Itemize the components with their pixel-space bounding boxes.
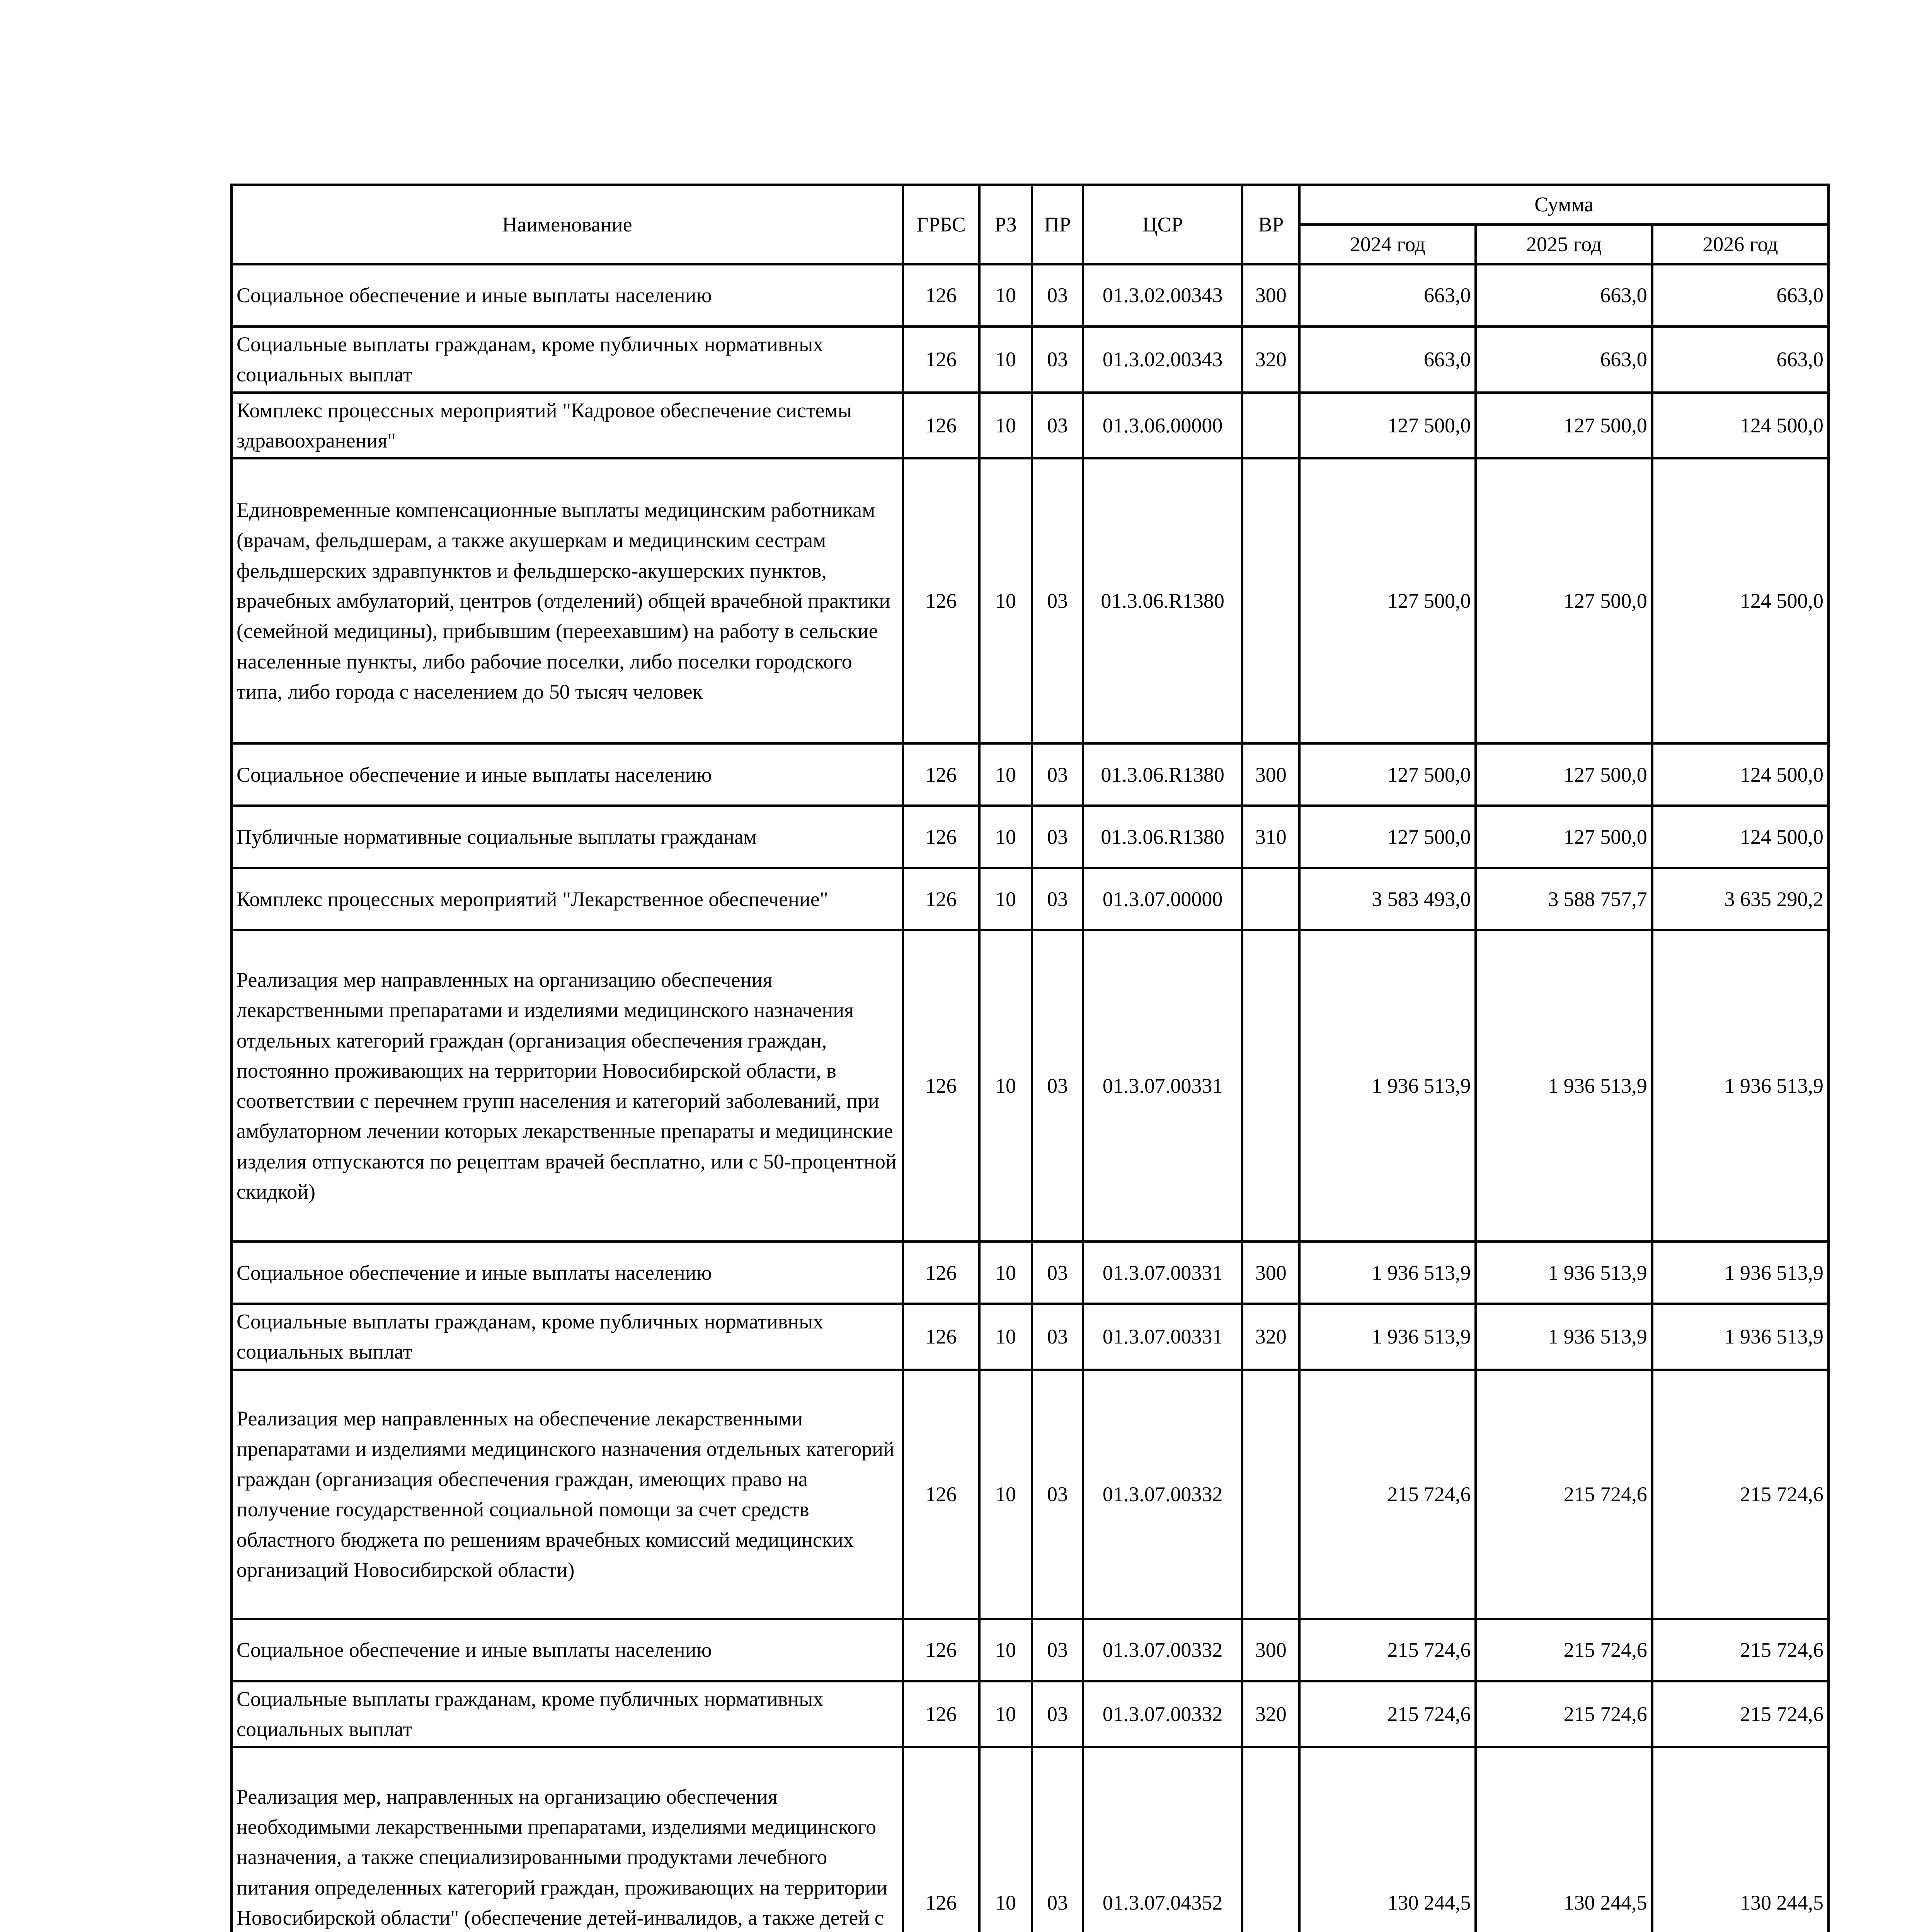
cell-grbs: 126 [903,458,979,743]
cell-grbs: 126 [903,806,979,868]
cell-sum-2026: 663,0 [1652,264,1828,327]
cell-sum-2024: 127 500,0 [1299,806,1476,868]
cell-name: Социальные выплаты гражданам, кроме публичных нормативных социальных выплат [232,1304,903,1370]
cell-sum-2026: 3 635 290,2 [1652,868,1828,930]
cell-pr: 03 [1032,1681,1083,1747]
cell-grbs: 126 [903,264,979,327]
cell-sum-2024: 127 500,0 [1299,743,1476,806]
cell-rz: 10 [979,1370,1032,1619]
table-row [232,1242,1828,1304]
cell-sum-2025: 215 724,6 [1476,1370,1652,1619]
cell-sum-2025: 215 724,6 [1476,1681,1652,1747]
cell-sum-2024: 215 724,6 [1299,1681,1476,1747]
cell-sum-2026: 1 936 513,9 [1652,930,1828,1242]
cell-grbs: 126 [903,327,979,393]
cell-name: Социальное обеспечение и иные выплаты населению [232,743,903,806]
cell-sum-2025: 1 936 513,9 [1476,930,1652,1242]
cell-sum-2024: 127 500,0 [1299,458,1476,743]
budget-table [230,184,1830,1932]
header-csr: ЦСР [1083,185,1242,264]
cell-pr: 03 [1032,1304,1083,1370]
cell-sum-2025: 3 588 757,7 [1476,868,1652,930]
cell-name: Реализация мер, направленных на организацию обеспечения необходимыми лекарственными препаратами, изделиями медицинского назначения, а также специализированными продуктами лечебного питания определенных категорий граждан, проживающих на территории Новосибирской области" (обеспечение детей-инвалидов, а также детей с [232,1747,903,1932]
cell-grbs: 126 [903,393,979,459]
table-row [232,458,1828,743]
cell-rz: 10 [979,1681,1032,1747]
cell-name: Реализация мер направленных на обеспечение лекарственными препаратами и изделиями медицинского назначения отдельных категорий граждан (организация обеспечения граждан, имеющих право на получение государственной социальной помощи за счет средств областного бюджета по решениям врачебных комиссий медицинских организаций Новосибирской области) [232,1370,903,1619]
cell-rz: 10 [979,327,1032,393]
cell-vr: 300 [1242,743,1299,806]
cell-sum-2024: 127 500,0 [1299,393,1476,459]
cell-grbs: 126 [903,1747,979,1932]
cell-sum-2024: 663,0 [1299,264,1476,327]
cell-vr: 320 [1242,1681,1299,1747]
cell-sum-2026: 215 724,6 [1652,1619,1828,1681]
cell-sum-2024: 1 936 513,9 [1299,930,1476,1242]
header-vr: ВР [1242,185,1299,264]
cell-sum-2026: 124 500,0 [1652,806,1828,868]
cell-rz: 10 [979,1304,1032,1370]
table-row [232,1370,1828,1619]
cell-pr: 03 [1032,1747,1083,1932]
cell-grbs: 126 [903,1370,979,1619]
cell-sum-2026: 124 500,0 [1652,393,1828,459]
cell-sum-2025: 127 500,0 [1476,393,1652,459]
cell-pr: 03 [1032,930,1083,1242]
cell-sum-2025: 127 500,0 [1476,806,1652,868]
cell-sum-2026: 124 500,0 [1652,458,1828,743]
cell-csr: 01.3.07.00331 [1083,1242,1242,1304]
cell-name: Комплекс процессных мероприятий "Лекарственное обеспечение" [232,868,903,930]
table-row [232,1747,1828,1932]
cell-vr [1242,393,1299,459]
cell-rz: 10 [979,1619,1032,1681]
cell-rz: 10 [979,868,1032,930]
cell-csr: 01.3.07.00332 [1083,1370,1242,1619]
cell-pr: 03 [1032,327,1083,393]
cell-rz: 10 [979,458,1032,743]
cell-name: Социальное обеспечение и иные выплаты населению [232,1619,903,1681]
cell-csr: 01.3.07.04352 [1083,1747,1242,1932]
cell-rz: 10 [979,1747,1032,1932]
cell-sum-2024: 663,0 [1299,327,1476,393]
cell-vr [1242,930,1299,1242]
table-row [232,1681,1828,1747]
header-year-2025: 2025 год [1476,224,1652,264]
cell-csr: 01.3.07.00332 [1083,1681,1242,1747]
cell-rz: 10 [979,264,1032,327]
cell-grbs: 126 [903,1619,979,1681]
cell-csr: 01.3.06.R1380 [1083,458,1242,743]
cell-rz: 10 [979,1242,1032,1304]
table-row [232,1619,1828,1681]
table-row [232,264,1828,327]
cell-vr: 320 [1242,1304,1299,1370]
header-rz: РЗ [979,185,1032,264]
header-grbs: ГРБС [903,185,979,264]
cell-vr [1242,458,1299,743]
cell-rz: 10 [979,743,1032,806]
cell-name: Социальные выплаты гражданам, кроме публичных нормативных социальных выплат [232,327,903,393]
table-row [232,743,1828,806]
cell-sum-2025: 1 936 513,9 [1476,1242,1652,1304]
cell-vr [1242,1747,1299,1932]
cell-sum-2026: 663,0 [1652,327,1828,393]
cell-csr: 01.3.06.00000 [1083,393,1242,459]
cell-sum-2026: 1 936 513,9 [1652,1304,1828,1370]
cell-pr: 03 [1032,393,1083,459]
table-row [232,1304,1828,1370]
cell-rz: 10 [979,930,1032,1242]
cell-csr: 01.3.02.00343 [1083,327,1242,393]
cell-csr: 01.3.07.00000 [1083,868,1242,930]
cell-sum-2026: 215 724,6 [1652,1681,1828,1747]
cell-vr [1242,1370,1299,1619]
cell-rz: 10 [979,393,1032,459]
cell-pr: 03 [1032,1370,1083,1619]
cell-pr: 03 [1032,1619,1083,1681]
cell-name: Социальное обеспечение и иные выплаты населению [232,1242,903,1304]
table-row [232,930,1828,1242]
cell-csr: 01.3.07.00331 [1083,930,1242,1242]
cell-sum-2025: 130 244,5 [1476,1747,1652,1932]
cell-vr: 300 [1242,1242,1299,1304]
cell-sum-2025: 127 500,0 [1476,743,1652,806]
cell-rz: 10 [979,806,1032,868]
cell-vr: 300 [1242,264,1299,327]
cell-csr: 01.3.06.R1380 [1083,806,1242,868]
cell-csr: 01.3.02.00343 [1083,264,1242,327]
cell-name: Публичные нормативные социальные выплаты гражданам [232,806,903,868]
cell-sum-2024: 215 724,6 [1299,1370,1476,1619]
cell-vr: 320 [1242,327,1299,393]
table-body [232,264,1828,1932]
header-sum: Сумма [1299,185,1828,224]
cell-csr: 01.3.07.00332 [1083,1619,1242,1681]
cell-sum-2026: 1 936 513,9 [1652,1242,1828,1304]
cell-sum-2026: 124 500,0 [1652,743,1828,806]
table-header [232,185,1828,264]
cell-sum-2024: 215 724,6 [1299,1619,1476,1681]
cell-pr: 03 [1032,264,1083,327]
cell-name: Социальное обеспечение и иные выплаты населению [232,264,903,327]
header-name: Наименование [232,185,903,264]
cell-sum-2026: 215 724,6 [1652,1370,1828,1619]
cell-grbs: 126 [903,743,979,806]
cell-sum-2025: 663,0 [1476,264,1652,327]
cell-pr: 03 [1032,743,1083,806]
cell-pr: 03 [1032,1242,1083,1304]
cell-sum-2025: 1 936 513,9 [1476,1304,1652,1370]
cell-sum-2024: 3 583 493,0 [1299,868,1476,930]
table-row [232,327,1828,393]
cell-grbs: 126 [903,868,979,930]
cell-name: Реализация мер направленных на организацию обеспечения лекарственными препаратами и изделиями медицинского назначения отдельных категорий граждан (организация обеспечения граждан, постоянно проживающих на территории Новосибирской области, в соответствии с перечнем групп населения и категорий заболеваний, при амбулаторном лечении которых лекарственные препараты и медицинские изделия отпускаются по рецептам врачей бесплатно, или с 50-процентной скидкой) [232,930,903,1242]
table-row [232,806,1828,868]
cell-vr: 310 [1242,806,1299,868]
header-year-2026: 2026 год [1652,224,1828,264]
cell-sum-2024: 1 936 513,9 [1299,1242,1476,1304]
cell-name: Единовременные компенсационные выплаты медицинским работникам (врачам, фельдшерам, а также акушеркам и медицинским сестрам фельдшерских здравпунктов и фельдшерско-акушерских пунктов, врачебных амбулаторий, центров (отделений) общей врачебной практики (семейной медицины), прибывшим (переехавшим) на работу в сельские населенные пункты, либо рабочие поселки, либо поселки городского типа, либо города с населением до 50 тысяч человек [232,458,903,743]
cell-vr [1242,868,1299,930]
cell-sum-2026: 130 244,5 [1652,1747,1828,1932]
table-row [232,393,1828,459]
cell-csr: 01.3.06.R1380 [1083,743,1242,806]
cell-grbs: 126 [903,1304,979,1370]
cell-sum-2025: 127 500,0 [1476,458,1652,743]
table-row [232,868,1828,930]
cell-sum-2024: 130 244,5 [1299,1747,1476,1932]
header-pr: ПР [1032,185,1083,264]
cell-name: Социальные выплаты гражданам, кроме публичных нормативных социальных выплат [232,1681,903,1747]
cell-sum-2025: 215 724,6 [1476,1619,1652,1681]
cell-sum-2024: 1 936 513,9 [1299,1304,1476,1370]
cell-pr: 03 [1032,458,1083,743]
cell-grbs: 126 [903,1681,979,1747]
cell-csr: 01.3.07.00331 [1083,1304,1242,1370]
cell-sum-2025: 663,0 [1476,327,1652,393]
cell-pr: 03 [1032,806,1083,868]
cell-grbs: 126 [903,930,979,1242]
cell-name: Комплекс процессных мероприятий "Кадровое обеспечение системы здравоохранения" [232,393,903,459]
header-year-2024: 2024 год [1299,224,1476,264]
cell-pr: 03 [1032,868,1083,930]
cell-grbs: 126 [903,1242,979,1304]
cell-vr: 300 [1242,1619,1299,1681]
